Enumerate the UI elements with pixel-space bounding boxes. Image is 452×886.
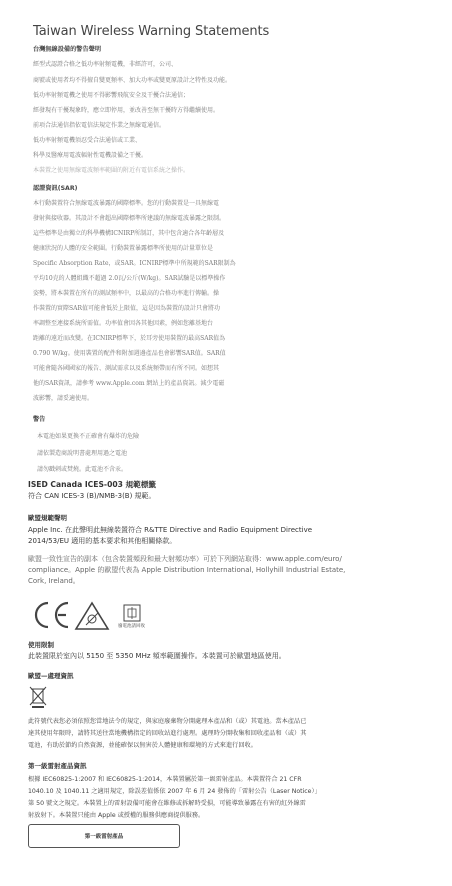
sar-line: 可能會隨各國國家的報告、測試需求以及系統頻帶而有所不同。如想其 [33,365,220,372]
eu-line: 2014/53/EU 適用的基本要求和其他相關條款。 [28,537,177,545]
warning-line: 本電池如果更換不正確會有爆炸的危險 [37,433,140,440]
taiwan-line: 低功率射頻電機之使用不得影響飛航安全及干擾合法通信； [33,92,190,99]
recycle-caption: 廢電池請回收 [118,624,145,629]
taiwan-line: 前項合法通信指依電信法規定作業之無線電通信。 [33,122,166,129]
disposal-line: 達其使用年限時，請將其送往當地機構指定的回收站進行處理。處理時分開收集和回收產品和（或）其 [28,730,307,737]
crossed-bin-icon [28,685,48,709]
taiwan-line: 商號或使用者均不得擅自變更頻率、加大功率或變更原設計之特性及功能。 [33,77,232,84]
sar-line: 平均10克的人體組織不超過 2.0瓦/公斤(W/kg)。SAR試驗是以標準操作 [33,275,226,282]
compliance-icons [28,597,178,633]
eu-doc-line: 歐盟一致性宣告的副本（包含裝置頻段和最大射頻功率）可於下列網站取得：www.apple.com/euro/ [28,555,342,563]
laser-class-label [28,824,180,848]
usage-text: 此裝置限於室內以 5150 至 5350 MHz 頻率範圍操作。本裝置可於歐盟地區使用。 [28,652,286,660]
eu-disposal-heading: 歐盟—處理資訊 [28,672,74,680]
warning-line: 請勿戳刺或焚燒。此電池不含汞。 [37,466,128,473]
warning-heading: 警告 [33,416,46,423]
usage-heading: 使用限制 [28,641,54,649]
laser-heading: 第一級雷射產品資訊 [28,762,87,770]
ised-heading: ISED Canada ICES-003 規範標籤 [28,480,156,489]
taiwan-line: 本裝置之使用無線電波頻率範圍的附近有電信系統之操作。 [33,167,190,174]
sar-line: 發射與接收器。其設計不會超出國際標準所建議的無線電波暴露之限制。 [33,215,226,222]
eu-line: Apple Inc. 在此聲明此無線裝置符合 R&TTE Directive and Radio Equipment Directive [28,526,313,534]
laser-line: 根據 IEC60825-1:2007 和 IEC60825-1:2014，本裝置屬於第一級雷射產品。本裝置符合 21 CFR [28,776,302,783]
sar-line: 距離的遠近而改變。在ICNIRP標準下，於耳旁使用裝置的最高SAR值為 [33,335,226,342]
sar-line: 姿勢，將本裝置在所有的測試頻率中，以最高的合格功率進行傳輸。操 [33,290,220,297]
sar-line: 這些標準是由獨立的科學機構ICNIRP所制訂，其中包含適合各年齡層及 [33,230,225,237]
sar-line: 波影響，請妥適使用。 [33,395,94,402]
ised-text: 符合 CAN ICES-3 (B)/NMB-3(B) 規範。 [28,492,156,500]
laser-line: 1040.10 及 1040.11 之適用規定，除誤差值係依 2007 年 6 月 24 發佈的「雷射公告（Laser Notice）」 [28,788,321,795]
sar-line: 本行動裝置符合無線電波暴露的國際標準。您的行動裝置是一具無線電 [33,200,220,207]
ce-mark-icon [28,597,178,633]
taiwan-line: 經發現有干擾現象時，應立即停用，並改善至無干擾時方得繼續使用。 [33,107,220,114]
taiwan-line: 低功率射頻電機須忍受合法通信或工業、 [33,137,142,144]
sar-line: 作裝置的實際SAR值可能會低於上限值，這是因為裝置的設計只會將功 [33,305,220,312]
eu-doc-line: Cork, Ireland。 [28,577,80,585]
sar-line: Specific Absorption Rate，或SAR。ICNIRP標準中所規範的SAR限制為 [33,260,236,267]
warning-line: 請依製造商說明書處理用過之電池 [37,450,128,457]
sar-line: 率調整至連接系統所需值。功率值會因各其他因素，例如您離基地台 [33,320,214,327]
laser-line: 射放射下。本裝置只能由 Apple 或授權的服務供應商提供服務。 [28,812,205,819]
eu-heading: 歐盟規範聲明 [28,514,67,522]
laser-class-label-text: 第一級雷射產品 [84,834,124,840]
taiwan-line: 科學及醫療用電波輻射性電機設備之干擾。 [33,152,148,159]
taiwan-heading: 台灣無線設備的警告聲明 [33,46,102,53]
taiwan-line: 經型式認證合格之低功率射頻電機，非經許可，公司、 [33,61,178,68]
disposal-line: 此符號代表您必須依照您當地法令的規定，與家庭廢棄物分開處理本產品和（或）其電池。當本產品已 [28,718,307,725]
laser-line: 第 50 號文之規定。本裝置上的雷射設備可能會在維修或拆解時受損，可能導致暴露在有害的紅外線雷 [28,800,306,807]
eu-doc-line: compliance。Apple 的歐盟代表為 Apple Distribution International, Hollyhill Industrial Estate, [28,566,346,574]
sar-line: 他的SAR資訊，請參考 www.Apple.com 網站上的產品資訊。減少電磁 [33,380,225,387]
disposal-line: 電池，有助於節約自然資源，並能確保以無害於人體健康和環境的方式來進行回收。 [28,742,257,749]
sar-line: 健康狀況的人體的安全範圍。行動裝置暴露標準所使用的計量單位是 [33,245,214,252]
sar-line: 0.790 W/kg。使用裝置的配件和附加週邊產品也會影響SAR值。SAR值 [33,350,226,357]
page-title: Taiwan Wireless Warning Statements [33,24,270,39]
sar-heading: 認證資訊(SAR) [33,185,78,192]
